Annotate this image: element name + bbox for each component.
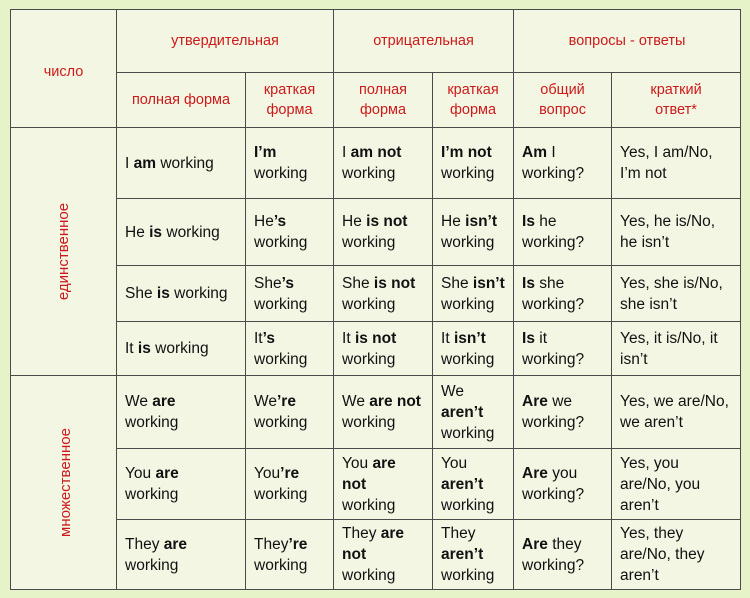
bold-verb-text: ’re (288, 535, 308, 553)
bold-verb-text: Am (522, 144, 548, 161)
bold-verb-text: ’s (281, 274, 294, 292)
negative-full-cell (334, 199, 433, 266)
bold-verb-text: ’re (280, 465, 300, 482)
bold-verb-text: are (372, 454, 396, 472)
bold-verb-text: Are (522, 465, 548, 482)
cell-text: We (125, 393, 153, 410)
cell-text: working (342, 567, 396, 584)
short-form-cell (246, 128, 334, 199)
cell-text: working (125, 414, 179, 431)
cell-text: Yes, they (620, 525, 684, 542)
short-form-cell (246, 266, 334, 322)
cell-text: множественное (56, 428, 74, 537)
bold-verb-text: not (342, 546, 367, 563)
bold-verb-text: Is (522, 274, 535, 292)
cell-text: He (125, 223, 150, 241)
bold-verb-text: are not (369, 393, 421, 410)
cell-text: Yes, it is/No, it (620, 329, 718, 347)
cell-text: working (254, 414, 308, 431)
cell-text: I’m not (620, 165, 667, 182)
bold-verb-text: Are (522, 393, 548, 410)
cell-text: You (441, 454, 468, 472)
bold-verb-text: aren’t (441, 546, 484, 563)
cell-text: They (254, 535, 289, 553)
bold-verb-text: am (133, 154, 157, 172)
negative-full-cell (334, 322, 433, 376)
cell-text: are/No, you (620, 475, 701, 493)
question-cell (514, 199, 612, 266)
cell-text: working (522, 165, 576, 182)
answer-cell (612, 266, 741, 322)
cell-text: You (125, 465, 156, 482)
cell-text: working (522, 556, 576, 574)
answer-cell (612, 128, 741, 199)
cell-text: working (254, 234, 308, 251)
negative-full-cell (334, 449, 433, 520)
bold-verb-text: are (163, 535, 188, 553)
negative-full-cell (334, 520, 433, 590)
cell-text: We (254, 393, 277, 410)
present-continuous-table (10, 9, 741, 590)
cell-text: working (125, 486, 179, 503)
cell-text: you (547, 465, 578, 482)
cell-text: ? (575, 295, 585, 313)
bold-verb-text: Is (522, 329, 535, 347)
negative-short-cell (433, 266, 514, 322)
bold-verb-text: is not (354, 329, 397, 347)
cell-text: aren’t (620, 496, 659, 514)
bold-verb-text: Is (522, 213, 535, 230)
cell-text: working (254, 295, 308, 313)
cell-text: You (342, 454, 373, 472)
grammar-table-frame (10, 9, 740, 589)
cell-text: He (342, 213, 367, 230)
general-question-header: общий вопрос (514, 73, 612, 128)
bold-verb-text: are (155, 465, 179, 482)
negative-short-cell (433, 322, 514, 376)
bold-verb-text: ’re (276, 393, 296, 410)
full-form-cell (117, 199, 246, 266)
bold-verb-text: is (156, 285, 170, 302)
cell-text: You (254, 465, 281, 482)
cell-text: ? (575, 234, 585, 251)
cell-text: working (522, 486, 576, 503)
cell-text: She (125, 285, 157, 302)
bold-verb-text: not (342, 475, 367, 493)
negative-full-cell (334, 266, 433, 322)
cell-text: It (441, 329, 454, 347)
cell-text: Yes, I am/No, (620, 144, 713, 161)
cell-text: we (547, 393, 573, 410)
header-row-2 (11, 73, 741, 128)
answer-cell (612, 449, 741, 520)
cell-text: working (522, 234, 576, 251)
cell-text: working (125, 556, 179, 574)
cell-text: he isn’t (620, 234, 670, 251)
header-row-1 (11, 10, 741, 73)
cell-text: working (156, 154, 214, 172)
questions-header: вопросы - ответы (514, 10, 741, 73)
cell-text: She (254, 274, 282, 292)
cell-text: I (125, 154, 134, 172)
cell-text: Yes, she is/No, (620, 274, 723, 292)
bold-verb-text: I’m (254, 144, 277, 161)
cell-text: ? (575, 556, 585, 574)
cell-text: Yes, he is/No, (620, 213, 716, 230)
answer-cell (612, 322, 741, 376)
cell-text: working (342, 234, 396, 251)
question-cell (514, 128, 612, 199)
full-form-header: полная форма (334, 73, 433, 128)
cell-text: working (254, 350, 308, 368)
short-form-cell (246, 449, 334, 520)
table-row (11, 128, 741, 199)
negative-short-cell (433, 199, 514, 266)
bold-verb-text: aren’t (441, 475, 484, 493)
question-cell (514, 449, 612, 520)
negative-short-cell (433, 128, 514, 199)
answer-cell (612, 376, 741, 449)
cell-text: working (441, 234, 495, 251)
cell-text: working (342, 350, 396, 368)
full-form-cell (117, 520, 246, 590)
cell-text: working (342, 165, 396, 182)
bold-verb-text: is not (366, 213, 408, 230)
bold-verb-text: is not (373, 274, 416, 292)
answer-cell (612, 199, 741, 266)
short-form-header: краткая форма (246, 73, 334, 128)
cell-text: I (342, 144, 351, 161)
cell-text: They (125, 535, 164, 553)
short-form-cell (246, 520, 334, 590)
cell-text: She (342, 274, 374, 292)
bold-verb-text: am not (350, 144, 402, 161)
cell-text: working (342, 414, 396, 431)
cell-text: are/No, they (620, 546, 705, 563)
table-row (11, 322, 741, 376)
cell-text: Yes, we are/No, (620, 393, 729, 410)
bold-verb-text: is (137, 340, 151, 357)
short-form-cell (246, 199, 334, 266)
bold-verb-text: are (380, 525, 405, 542)
cell-text: I (547, 144, 556, 161)
cell-text: He (254, 213, 274, 230)
question-cell (514, 266, 612, 322)
cell-text: they (547, 535, 582, 553)
full-form-header: полная форма (117, 73, 246, 128)
table-row (11, 520, 741, 590)
cell-text: she isn’t (620, 295, 677, 313)
cell-text: He (441, 213, 466, 230)
short-form-cell (246, 322, 334, 376)
cell-text: working (441, 496, 495, 514)
bold-verb-text: isn’t (453, 329, 486, 347)
question-cell (514, 322, 612, 376)
table-row (11, 376, 741, 449)
cell-text: working (342, 496, 396, 514)
cell-text: isn’t (620, 350, 648, 368)
full-form-cell (117, 376, 246, 449)
question-cell (514, 376, 612, 449)
short-form-cell (246, 376, 334, 449)
short-answer-header: краткий ответ* (612, 73, 741, 128)
question-cell (514, 520, 612, 590)
cell-text: ? (575, 486, 585, 503)
full-form-cell (117, 322, 246, 376)
cell-text: she (534, 274, 565, 292)
cell-text: working (150, 340, 209, 357)
negative-short-cell (433, 449, 514, 520)
cell-text: working (441, 165, 495, 182)
cell-text: ? (575, 414, 585, 431)
cell-text: ? (575, 350, 585, 368)
cell-text: единственное (54, 202, 72, 301)
cell-text: It (342, 329, 355, 347)
bold-verb-text: are (152, 393, 176, 410)
negative-header: отрицательная (334, 10, 514, 73)
cell-text: Yes, you (620, 454, 679, 472)
cell-text: he (534, 213, 557, 230)
cell-text: They (441, 525, 476, 542)
negative-short-cell (433, 520, 514, 590)
table-row (11, 199, 741, 266)
bold-verb-text: ’s (273, 213, 287, 230)
cell-text: working (441, 424, 495, 442)
cell-text: it (534, 329, 548, 347)
bold-verb-text: isn’t (465, 213, 498, 230)
cell-text: We (342, 393, 370, 410)
negative-full-cell (334, 376, 433, 449)
cell-text: working (342, 295, 396, 313)
bold-verb-text: isn’t (472, 274, 505, 292)
cell-text: working (254, 556, 308, 574)
negative-short-cell (433, 376, 514, 449)
cell-text: working (441, 350, 495, 368)
cell-text: we aren’t (620, 414, 683, 431)
short-form-header: краткая форма (433, 73, 514, 128)
bold-verb-text: aren’t (441, 403, 484, 421)
cell-text: working (441, 295, 495, 313)
bold-verb-text: is (149, 223, 163, 241)
cell-text: ? (575, 165, 585, 182)
cell-text: She (441, 274, 473, 292)
answer-cell (612, 520, 741, 590)
table-row (11, 266, 741, 322)
cell-text: aren’t (620, 567, 659, 584)
cell-text: working (522, 350, 576, 368)
table-row (11, 449, 741, 520)
cell-text: working (522, 295, 576, 313)
full-form-cell (117, 128, 246, 199)
cell-text: working (254, 486, 308, 503)
affirmative-header: утвердительная (117, 10, 334, 73)
full-form-cell (117, 266, 246, 322)
bold-verb-text: I’m not (441, 144, 492, 161)
cell-text: working (522, 414, 576, 431)
bold-verb-text: Are (522, 535, 548, 553)
cell-text: working (441, 567, 495, 584)
cell-text: We (441, 382, 464, 400)
cell-text: They (342, 525, 381, 542)
negative-full-cell (334, 128, 433, 199)
singular-group-label (11, 128, 117, 376)
number-header: число (11, 10, 117, 128)
cell-text: It (125, 340, 138, 357)
cell-text: working (254, 165, 308, 182)
plural-group-label (11, 376, 117, 590)
bold-verb-text: ’s (262, 329, 275, 347)
full-form-cell (117, 449, 246, 520)
cell-text: working (169, 285, 228, 302)
cell-text: It (254, 329, 263, 347)
cell-text: working (162, 223, 220, 241)
